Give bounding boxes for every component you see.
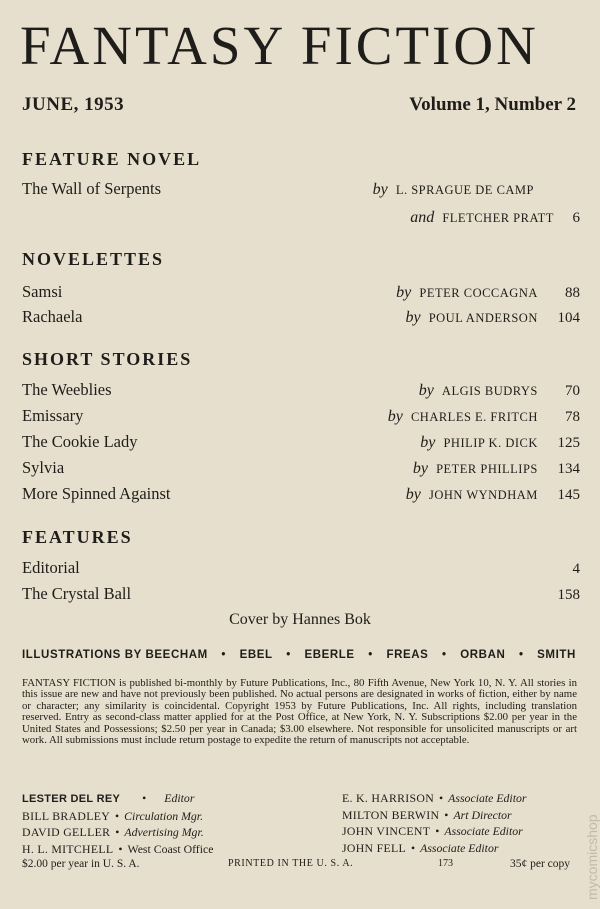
page-number: 70 <box>565 383 580 399</box>
staff-name: BILL BRADLEY <box>22 808 111 823</box>
staff-name: H. L. MITCHELL <box>22 841 114 856</box>
bullet-separator: • <box>518 649 524 661</box>
story-title: Emissary <box>22 406 84 425</box>
bullet-separator: • <box>439 791 444 805</box>
story-credit <box>396 282 580 302</box>
toc-entry <box>22 484 580 506</box>
section-heading-short-stories: SHORT STORIES <box>22 349 193 369</box>
toc-entry <box>22 458 580 480</box>
story-credit <box>410 207 580 227</box>
bullet-separator: • <box>286 649 291 661</box>
section-heading-novelettes: NOVELETTES <box>22 249 165 269</box>
staff-title: Advertising Mgr. <box>124 825 204 839</box>
magazine-title: FANTASY FICTION <box>20 15 539 76</box>
staff-title: Associate Editor <box>444 824 523 838</box>
by-label: by <box>418 382 434 399</box>
toc-entry <box>22 380 580 402</box>
toc-entry <box>22 584 580 606</box>
issue-date: JUNE, 1953 <box>22 94 125 115</box>
bullet-separator: • <box>118 841 123 856</box>
illustrator-name: EBERLE <box>304 649 355 661</box>
staff-entry <box>22 841 213 858</box>
staff-name: JOHN FELL <box>342 840 406 855</box>
illustrator-name: SMITH <box>537 649 576 661</box>
feature-credit <box>558 558 580 578</box>
illustrator-name: EBEL <box>239 649 273 661</box>
story-author: CHARLES E. FRITCH <box>410 410 538 424</box>
page-number: 145 <box>557 487 580 503</box>
bullet-separator: • <box>410 840 416 855</box>
story-credit <box>373 179 534 199</box>
staff-title: West Coast Office <box>127 841 214 856</box>
illustrator-name: ILLUSTRATIONS BY BEECHAM <box>22 649 208 661</box>
story-credit <box>420 432 580 452</box>
story-author: FLETCHER PRATT <box>442 211 554 225</box>
by-label: by <box>372 181 388 198</box>
bullet-separator: • <box>442 649 447 661</box>
staff-entry <box>342 823 526 840</box>
staff-title: Associate Editor <box>420 840 499 855</box>
page-number: 125 <box>557 435 580 451</box>
page-number: 134 <box>557 461 580 477</box>
story-title: The Cookie Lady <box>22 432 138 451</box>
union-code: 173 <box>438 858 453 869</box>
staff-entry <box>342 840 526 857</box>
toc-entry <box>22 558 580 580</box>
toc-entry <box>22 307 580 329</box>
cover-price: 35¢ per copy <box>510 858 571 870</box>
story-credit <box>406 484 580 504</box>
staff-title: Art Director <box>453 807 512 822</box>
staff-entry <box>342 807 526 824</box>
staff-list-left <box>22 790 213 857</box>
publication-notice: FANTASY FICTION is published bi-monthly by Future Publications, Inc., 80 Fifth Avenue, New York 10, N. Y. All stories in this issue are new and have not previously been published. No actual persons are designated in works of fiction, either by name or character; any similarity is coincidental. Copyright 1953 by Future Publications, Inc. All rights, including translation reserved. Entry as second-class matter applied for at the Post Office, at New York, N. Y. Subscriptions $2.00 per year in the United States and Possessions; $2.50 per year in Canada; $3.00 elsewhere. Not responsible for unsolicited manuscripts or art work. All submissions must include return postage to expedite the return of manuscripts not acceptable. <box>22 677 577 747</box>
story-credit <box>419 380 580 400</box>
staff-name: MILTON BERWIN <box>342 807 440 822</box>
bullet-separator: • <box>142 791 147 805</box>
illustrator-name: FREAS <box>386 649 429 661</box>
story-author: PETER PHILLIPS <box>436 462 538 476</box>
story-title: Sylvia <box>22 458 65 477</box>
story-credit <box>413 458 580 478</box>
page-number: 104 <box>557 310 580 326</box>
toc-entry <box>22 406 580 428</box>
staff-entry <box>342 790 526 807</box>
printed-notice: PRINTED IN THE U. S. A. <box>228 858 354 869</box>
story-author: POUL ANDERSON <box>428 311 538 325</box>
page-number: 6 <box>572 210 580 226</box>
by-label: by <box>412 460 428 477</box>
story-title: Rachaela <box>22 307 83 326</box>
toc-entry-continued <box>22 207 580 229</box>
story-author: L. SPRAGUE DE CAMP <box>395 183 534 197</box>
staff-entry <box>22 808 213 825</box>
story-title: More Spinned Against <box>22 484 171 503</box>
staff-name: LESTER DEL REY <box>22 793 121 805</box>
page-number: 88 <box>565 285 580 301</box>
subscription-price: $2.00 per year in U. S. A. <box>22 858 140 870</box>
watermark: mycomicshop <box>584 814 600 900</box>
story-author: ALGIS BUDRYS <box>441 384 538 398</box>
staff-entry <box>22 824 213 841</box>
feature-title: Editorial <box>22 558 80 577</box>
page-number: 4 <box>572 561 580 577</box>
section-heading-features: FEATURES <box>22 527 133 547</box>
story-author: PETER COCCAGNA <box>419 286 538 300</box>
and-label: and <box>410 209 435 226</box>
story-credit <box>388 406 580 426</box>
staff-title: Circulation Mgr. <box>124 808 204 823</box>
by-label: by <box>420 434 436 451</box>
volume-number: Volume 1, Number 2 <box>409 94 576 115</box>
feature-title: The Crystal Ball <box>22 584 132 603</box>
story-author: PHILIP K. DICK <box>443 436 538 450</box>
bullet-separator: • <box>444 807 449 822</box>
bullet-separator: • <box>221 649 227 661</box>
section-heading-feature-novel: FEATURE NOVEL <box>22 149 202 169</box>
page-number: 78 <box>565 409 580 425</box>
by-label: by <box>396 284 412 301</box>
staff-name: E. K. HARRISON <box>342 791 435 805</box>
cover-credit: Cover by Hannes Bok <box>229 611 371 628</box>
feature-credit <box>542 584 580 604</box>
staff-name: DAVID GELLER <box>22 825 111 839</box>
story-title: The Wall of Serpents <box>22 179 162 198</box>
toc-entry <box>22 282 580 304</box>
illustrator-name: ORBAN <box>460 649 506 661</box>
by-label: by <box>387 408 403 425</box>
staff-entry <box>22 790 213 808</box>
story-title: The Weeblies <box>22 380 112 399</box>
by-label: by <box>405 486 421 503</box>
staff-name: JOHN VINCENT <box>342 824 431 838</box>
staff-title: Associate Editor <box>448 791 527 805</box>
staff-title: Editor <box>164 791 195 805</box>
by-label: by <box>405 309 421 326</box>
bullet-separator: • <box>435 824 440 838</box>
illustrations-credit <box>22 649 576 661</box>
staff-list-right <box>342 790 526 856</box>
toc-entry <box>22 179 580 201</box>
toc-entry <box>22 432 580 454</box>
page-number: 158 <box>557 587 580 603</box>
bullet-separator: • <box>115 825 120 839</box>
story-author: JOHN WYNDHAM <box>428 488 538 502</box>
bullet-separator: • <box>368 649 373 661</box>
bullet-separator: • <box>115 808 120 823</box>
story-credit <box>405 307 580 327</box>
story-title: Samsi <box>22 282 63 301</box>
